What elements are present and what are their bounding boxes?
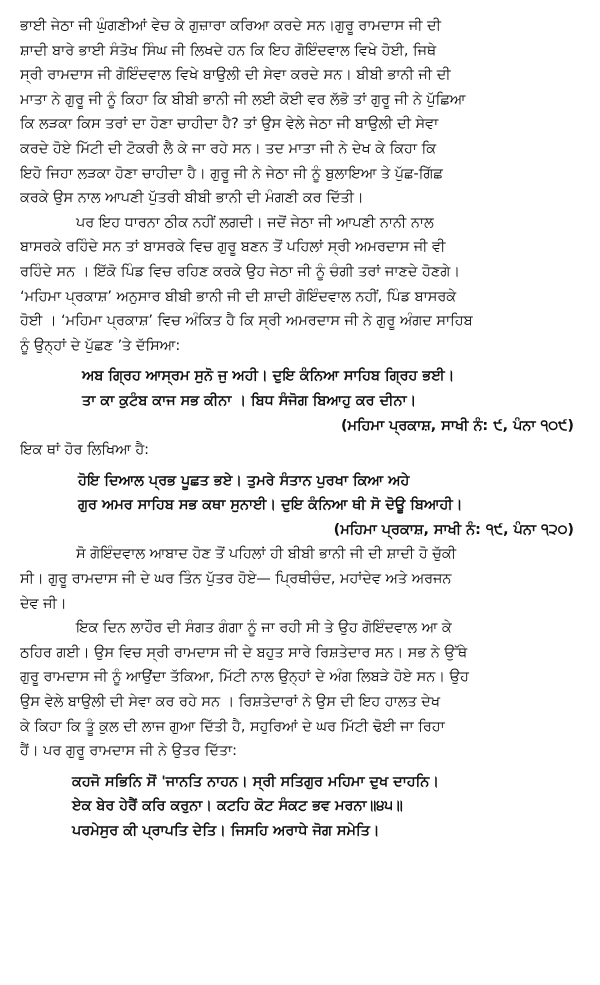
paragraph-marriage-account xyxy=(20,14,582,211)
paragraph-lahore-sangat xyxy=(20,616,582,764)
text-line: ਇਕ ਥਾਂ ਹੋਰ ਲਿਖਿਆ ਹੈ: xyxy=(20,442,150,459)
verse-line: ਪਰਮੇਸੁਰ ਕੀ ਪ੍ਰਾਪਤਿ ਦੇਤਿ। ਜਿਸਹਿ ਅਰਾਧੇ ਜੋਗ ਸਮੇਤਿ। xyxy=(72,823,380,839)
text-line: ਹੈਂ। ਪਰ ਗੁਰੂ ਰਾਮਦਾਸ ਜੀ ਨੇ ਉਤਰ ਦਿੱਤਾ: xyxy=(20,743,238,760)
verse-line: ਹੋਇ ਦਿਆਲ ਪ੍ਰਭ ਪੂਛਤ ਭਏ। ਤੁਮਰੇ ਸੰਤਾਨ ਪੁਰਖਾ ਕਿਆ ਅਹੇ xyxy=(78,472,410,489)
text-line: ਸ੍ਰੀ ਰਾਮਦਾਸ ਜੀ ਗੋਇੰਦਵਾਲ ਵਿਖੇ ਬਾਉਲੀ ਦੀ ਸੇਵਾ ਕਰਦੇ ਸਨ। ਬੀਬੀ ਭਾਨੀ ਜੀ ਦੀ xyxy=(20,67,451,84)
text-line: ਕਰਦੇ ਹੋਏ ਮਿੱਟੀ ਦੀ ਟੋਕਰੀ ਲੈ ਕੇ ਜਾ ਰਹੇ ਸਨ। ਤਦ ਮਾਤਾ ਜੀ ਨੇ ਦੇਖ ਕੇ ਕਿਹਾ ਕਿ xyxy=(20,140,437,157)
verse-line: ਗੁਰ ਅਮਰ ਸਾਹਿਬ ਸਭ ਕਥਾ ਸੁਨਾਈ। ਦੁਇ ਕੰਨਿਆ ਥੀ ਸੋ ਦੋਊ ਬਿਆਹੀ। xyxy=(78,497,463,514)
text-line: ਕਰਕੇ ਉਸ ਨਾਲ ਆਪਣੀ ਪੁੱਤਰੀ ਬੀਬੀ ਭਾਨੀ ਦੀ ਮੰਗਣੀ ਕਰ ਦਿੱਤੀ। xyxy=(20,190,364,207)
citation: (ਮਹਿਮਾ ਪ੍ਰਕਾਸ਼, ਸਾਖੀ ਨੰ: ੧੯, ਪੰਨਾ ੧੨੦) xyxy=(333,521,574,538)
text-line: ਕੇ ਕਿਹਾ ਕਿ ਤੂੰ ਕੁਲ ਦੀ ਲਾਜ ਗੁਆ ਦਿੱਤੀ ਹੈ, ਸਹੁਰਿਆਂ ਦੇ ਘਰ ਮਿੱਟੀ ਢੋਈ ਜਾ ਰਿਹਾ xyxy=(20,718,445,735)
text-line: ਹੋਈ । ‘ਮਹਿਮਾ ਪ੍ਰਕਾਸ਼’ ਵਿਚ ਅੰਕਿਤ ਹੈ ਕਿ ਸ੍ਰੀ ਅਮਰਦਾਸ ਜੀ ਨੇ ਗੁਰੂ ਅੰਗਦ ਸਾਹਿਬ xyxy=(20,313,473,330)
text-line: ‘ਮਹਿਮਾ ਪ੍ਰਕਾਸ਼’ ਅਨੁਸਾਰ ਬੀਬੀ ਭਾਨੀ ਜੀ ਦੀ ਸ਼ਾਦੀ ਗੋਇੰਦਵਾਲ ਨਹੀਂ, ਪਿੰਡ ਬਾਸਰਕੇ xyxy=(20,288,457,305)
text-line: ਸ਼ਾਦੀ ਬਾਰੇ ਭਾਈ ਸੰਤੋਖ ਸਿੰਘ ਜੀ ਲਿਖਦੇ ਹਨ ਕਿ ਇਹ ਗੋਇੰਦਵਾਲ ਵਿਖੇ ਹੋਈ, ਜਿਥੇ xyxy=(20,42,437,59)
text-line: ਪਰ ਇਹ ਧਾਰਨਾ ਠੀਕ ਨਹੀਂ ਲਗਦੀ। ਜਦੋਂ ਜੇਠਾ ਜੀ ਆਪਣੀ ਨਾਨੀ ਨਾਲ xyxy=(76,214,434,231)
text-line: ਇਹੋ ਜਿਹਾ ਲੜਕਾ ਹੋਣਾ ਚਾਹੀਦਾ ਹੈ। ਗੁਰੂ ਜੀ ਨੇ ਜੇਠਾ ਜੀ ਨੂੰ ਬੁਲਾਇਆ ਤੇ ਪੁੱਛ-ਗਿੱਛ xyxy=(20,165,443,182)
text-line: ਕਿ ਲੜਕਾ ਕਿਸ ਤਰਾਂ ਦਾ ਹੋਣਾ ਚਾਹੀਦਾ ਹੈ? ਤਾਂ ਉਸ ਵੇਲੇ ਜੇਠਾ ਜੀ ਬਾਉਲੀ ਦੀ ਸੇਵਾ xyxy=(20,116,439,133)
verse-line: ਅਬ ਗ੍ਰਿਹ ਆਸ੍ਰਮ ਸੁਨੋ ਜੁ ਅਹੀ। ਦੁਇ ਕੰਨਿਆ ਸਾਹਿਬ ਗ੍ਰਿਹ ਭਈ। xyxy=(82,368,455,385)
text-line: ਭਾਈ ਜੇਠਾ ਜੀ ਘੁੰਗਣੀਆਂ ਵੇਚ ਕੇ ਗੁਜ਼ਾਰਾ ਕਰਿਆ ਕਰਦੇ ਸਨ।ਗੁਰੂ ਰਾਮਦਾਸ ਜੀ ਦੀ xyxy=(20,18,441,34)
text-line: ਉਸ ਵੇਲੇ ਬਾਉਲੀ ਦੀ ਸੇਵਾ ਕਰ ਰਹੇ ਸਨ । ਰਿਸ਼ਤੇਦਾਰਾਂ ਨੇ ਉਸ ਦੀ ਇਹ ਹਾਲਤ ਦੇਖ xyxy=(20,694,440,711)
text-line: ਰਹਿੰਦੇ ਸਨ । ਇੱਕੋ ਪਿੰਡ ਵਿਚ ਰਹਿਣ ਕਰਕੇ ਉਹ ਜੇਠਾ ਜੀ ਨੂੰ ਚੰਗੀ ਤਰਾਂ ਜਾਣਦੇ ਹੋਣਗੇ। xyxy=(20,263,460,280)
paragraph-another-source xyxy=(20,438,582,463)
verse-line: ਤਾ ਕਾ ਕੁਟੰਬ ਕਾਜ ਸਭ ਕੀਨਾ । ਬਿਧ ਸੰਜੋਗ ਬਿਆਹੁ ਕਰ ਦੀਨਾ। xyxy=(82,392,417,409)
verse-line: ਕਹਜੋ ਸਭਿਨਿ ਸੋਂ 'ਜਾਨਤਿ ਨਾਹਨ। ਸ੍ਰੀ ਸਤਿਗੁਰ ਮਹਿਮਾ ਦੁਖ ਦਾਹਨਿ। xyxy=(72,773,439,790)
text-line: ਇਕ ਦਿਨ ਲਾਹੌਰ ਦੀ ਸੰਗਤ ਗੰਗਾ ਨੂੰ ਜਾ ਰਹੀ ਸੀ ਤੇ ਉਹ ਗੋਇੰਦਵਾਲ ਆ ਕੇ xyxy=(76,620,452,637)
text-line: ਸੀ। ਗੁਰੂ ਰਾਮਦਾਸ ਜੀ ਦੇ ਘਰ ਤਿੰਨ ਪੁੱਤਰ ਹੋਏ— ਪ੍ਰਿਥੀਚੰਦ, ਮਹਾਂਦੇਵ ਅਤੇ ਅਰਜਨ xyxy=(20,571,452,588)
text-line: ਨੂੰ ਉਨ੍ਹਾਂ ਦੇ ਪੁੱਛਣ ’ਤੇ ਦੱਸਿਆ: xyxy=(20,337,181,354)
paragraph-objection xyxy=(20,211,582,359)
text-line: ਗੁਰੂ ਰਾਮਦਾਸ ਜੀ ਨੂੰ ਆਉਂਦਾ ਤੱਕਿਆ, ਮਿੱਟੀ ਨਾਲ ਉਨ੍ਹਾਂ ਦੇ ਅੰਗ ਲਿਬੜੇ ਹੋਏ ਸਨ। ਉਹ xyxy=(20,669,469,686)
paragraph-sons xyxy=(20,542,582,616)
text-line: ਬਾਸਰਕੇ ਰਹਿੰਦੇ ਸਨ ਤਾਂ ਬਾਸਰਕੇ ਵਿਚ ਗੁਰੂ ਬਣਨ ਤੋਂ ਪਹਿਲਾਂ ਸ੍ਰੀ ਅਮਰਦਾਸ ਜੀ ਵੀ xyxy=(20,239,446,256)
verse-line: ਏਕ ਬੇਰ ਹੇਰੈਂ ਕਰਿ ਕਰੁਨਾ। ਕਟਹਿ ਕੋਟ ਸੰਕਟ ਭਵ ਮਰਨਾ॥੪੫॥ xyxy=(72,798,403,815)
text-line: ਠਹਿਰ ਗਈ। ਉਸ ਵਿਚ ਸ੍ਰੀ ਰਾਮਦਾਸ ਜੀ ਦੇ ਬਹੁਤ ਸਾਰੇ ਰਿਸ਼ਤੇਦਾਰ ਸਨ। ਸਭ ਨੇ ਉੱਥੇ xyxy=(20,644,468,661)
text-line: ਸੋ ਗੋਇੰਦਵਾਲ ਆਬਾਦ ਹੋਣ ਤੋਂ ਪਹਿਲਾਂ ਹੀ ਬੀਬੀ ਭਾਨੀ ਜੀ ਦੀ ਸ਼ਾਦੀ ਹੋ ਚੁੱਕੀ xyxy=(76,546,457,563)
text-line: ਦੇਵ ਜੀ। xyxy=(20,595,67,612)
citation: (ਮਹਿਮਾ ਪ੍ਰਕਾਸ਼, ਸਾਖੀ ਨੰ: ੯, ਪੰਨਾ ੧੦੯) xyxy=(340,417,574,434)
text-line: ਮਾਤਾ ਨੇ ਗੁਰੂ ਜੀ ਨੂੰ ਕਿਹਾ ਕਿ ਬੀਬੀ ਭਾਨੀ ਜੀ ਲਈ ਕੋਈ ਵਰ ਲੱਭੋ ਤਾਂ ਗੁਰੂ ਜੀ ਨੇ ਪੁੱਛਿਆ xyxy=(20,91,466,108)
